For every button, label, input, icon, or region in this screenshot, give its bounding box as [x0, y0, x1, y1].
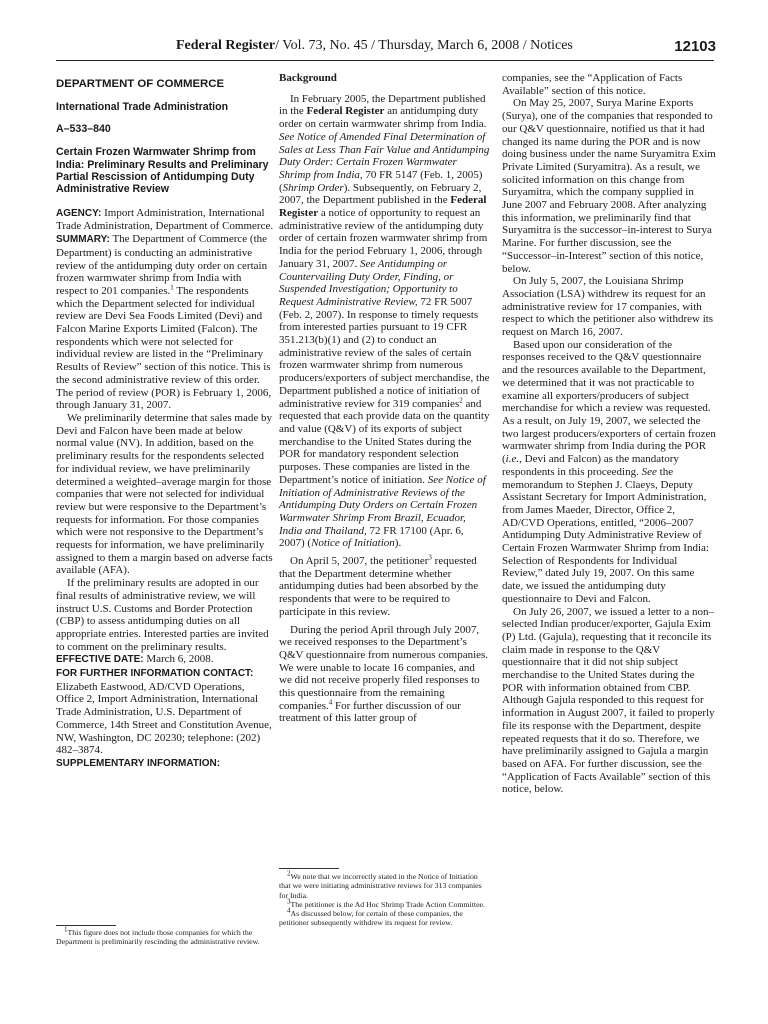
footnote-ref-2: 2	[459, 395, 463, 404]
footnote-2	[279, 869, 490, 900]
effective-label: EFFECTIVE DATE:	[56, 654, 144, 666]
footnote-3	[279, 897, 490, 909]
text-run: 70 FR 5147 (Feb. 1, 2005) (	[279, 168, 483, 194]
background-paragraph-1	[279, 93, 490, 550]
text-run: an antidumping duty order on certain warmwater shrimp from India.	[279, 105, 487, 131]
text-run: Based upon our consideration of the responses received to the Q&V questionnaire and the resources available to the Department, we determined that it was not practicable to examine all exporters/producers of subject merchandise for which a review was requested. As a result, on July 19, 2007, we selected the two largest producers/exporters of certain frozen warmwater shrimp from India during the POR (	[502, 338, 716, 466]
footnote-4	[279, 906, 490, 928]
agency-name: International Trade Administration	[56, 100, 229, 113]
text-run: , Devi and Falcon) as the mandatory respondents in this proceeding.	[502, 453, 679, 478]
col3-paragraph-4	[502, 339, 716, 606]
supplementary-label: SUPPLEMENTARY INFORMATION:	[56, 757, 221, 769]
citation-title: See Antidumping or Countervailing Duty Order, Finding, or Suspended Investigation; Opportunity to Request Administrative Review,	[279, 257, 458, 308]
text-run: ).	[394, 537, 402, 550]
contact-paragraph	[56, 667, 274, 757]
footnote-ref-1: 1	[170, 283, 174, 292]
contact-label: FOR FURTHER INFORMATION CONTACT:	[56, 668, 254, 680]
footnote-3-number: 3	[287, 897, 291, 906]
footnote-4-text: As discussed below, for certain of these companies, the petitioner subsequently withdrew its request for review.	[279, 909, 463, 928]
text-run: the memorandum to Stephen J. Claeys, Deputy Assistant Secretary for Import Administration, from James Maeder, Director, Office 2, AD/CVD Operations, entitled, “2006–2007 Antidumping Duty Administrative Review of Certain Frozen Warmwater Shrimp from India: Selection of Respondents for Individual Review,” dated July 19, 2007. On this same date, we issued the antidumping duty questionnaire to Devi and Falcon.	[502, 465, 709, 605]
column-3	[502, 72, 716, 796]
final-results-paragraph: If the preliminary results are adopted in our final results of administrative review, we will instruct U.S. Customs and Border Protection (CBP) to assess antidumping duties on all appropriate entries. Interested parties are invited to comment on the preliminary results.	[56, 577, 269, 653]
header-citation	[176, 38, 573, 54]
col3-paragraph-1: companies, see the “Application of Facts Available” section of this notice.	[502, 72, 683, 97]
footnotes-col1	[56, 925, 274, 947]
footnote-3-text: The petitioner is the Ad Hoc Shrimp Trade Action Committee.	[290, 899, 485, 909]
citation-short: Shrimp Order	[282, 181, 344, 194]
col3-paragraph-3: On July 5, 2007, the Louisiana Shrimp Association (LSA) withdrew its request for an administrative review for 17 companies, with respect to which the petitioner also withdrew its request on March 16, 2007.	[502, 275, 714, 339]
col3-paragraph-5: On July 26, 2007, we issued a letter to a non–selected Indian producer/exporter, Gajula Exim (P) Ltd. (Gajula), requesting that it reconcile its claim made in response to the Q&V questionnaire that it did not ship subject merchandise to the United States during the POR with information obtained from CBP. Although Gajula responded to this request for information in August 2007, it failed to properly file its response with the Department, despite repeated requests that it do so. Therefore, we have preliminarily assigned to Gajula a margin based on AFA. For further discussion, see the “Application of Facts Available” section of this notice, below.	[502, 605, 715, 796]
text-run: ). Subsequently, on February 2, 2007, the Department published in the	[279, 181, 482, 207]
summary-text-a: The Department of Commerce (the Department) is conducting an administrative review of the antidumping duty order on certain frozen warmwater shrimp from India with respect to 201 companies.	[56, 233, 268, 297]
text-run: During the period April through July 2007, we received responses to the Department’s Q&V questionnaire from numerous companies. We were unable to locate 16 companies, and we did not receive properly filed responses to this questionnaire from the remaining companies.	[279, 623, 489, 712]
latin-abbrev: i.e.	[505, 453, 520, 466]
citation-title: See Notice of Amended Final Determination of Sales at Less Than Fair Value and Antidumping Duty Order: Certain Frozen Warmwater Shrimp from India,	[279, 130, 490, 181]
page-number: 12103	[674, 38, 716, 55]
background-heading: Background	[279, 72, 337, 84]
text-run: requested that the Department determine whether antidumping duties had been absorbed by the respondents that were to be required to participate in this review.	[279, 555, 479, 618]
footnote-1-number: 1	[64, 925, 68, 934]
contact-text: Elizabeth Eastwood, AD/CVD Operations, Office 2, Import Administration, International Trade Administration, U.S. Department of Commerce, 14th Street and Constitution Avenue, NW, Washington, DC 20230; telephone: (202) 482–3874.	[56, 680, 272, 757]
col3-paragraph-2: On May 25, 2007, Surya Marine Exports (Surya), one of the companies that responded to our Q&V questionnaire, notified us that it had changed its name during the POR and is now doing business under the name Suryamitra Exim Private Limited (Suryamitra). As a result, we solicited information on this change from Suryamitra, which the company supplied in June 2007 and February 2008. After analyzing this information, we preliminarily find that Suryamitra is the successor–in-interest to Surya Marine. For further discussion, see the “Successor–in-Interest” section of this notice, below.	[502, 97, 716, 275]
page-header	[56, 38, 716, 60]
background-paragraph-3	[279, 624, 490, 726]
column-2	[279, 72, 490, 725]
footnote-ref-3: 3	[428, 553, 432, 562]
text-run: and requested that each provide data on the quantity and value (Q&V) of its exports of subject merchandise to the United States during the POR for mandatory respondent selection purposes. These companies are listed in the Department’s notice of initiation.	[279, 397, 490, 486]
effective-text: March 6, 2008.	[146, 653, 214, 666]
text-run: 72 FR 17100 (Apr. 6, 2007) (	[279, 524, 464, 550]
footnote-ref-4: 4	[328, 698, 333, 707]
case-number: A–533–840	[56, 123, 111, 136]
background-paragraph-2	[279, 555, 490, 619]
header-publication: Federal Register	[176, 38, 276, 53]
agency-label: AGENCY:	[56, 207, 102, 219]
footnote-2-number: 2	[287, 869, 291, 878]
agency-paragraph	[56, 207, 274, 233]
notice-title: Certain Frozen Warmwater Shrimp from India: Preliminary Results and Preliminary Partial Rescission of Antidumping Duty Administrative Review	[56, 146, 269, 196]
federal-register-ref: Federal Register	[279, 194, 487, 220]
footnotes-col2	[279, 869, 490, 928]
agency-text: Import Administration, International Trade Administration, Department of Commerce.	[56, 206, 274, 233]
footnote-2-text: We note that we incorrectly stated in the Notice of Initiation that we were initiating administrative reviews for 313 companies for India.	[279, 872, 482, 900]
federal-register-ref: Federal Register	[306, 105, 385, 118]
text-run: 72 FR 5007 (Feb. 2, 2007). In response to timely requests from interested parties pursuant to 19 CFR 351.213(b)(1) and (2) to conduct an administrative review of the sales of certain frozen warmwater shrimp from numerous producers/exporters of subject merchandise, the Department published a notice of initiation of administrative review for 319 companies	[279, 295, 490, 410]
footnote-1-text: This figure does not include those companies for which the Department is preliminarily rescinding the administrative review.	[56, 928, 260, 947]
text-run: For further discussion of our treatment of this latter group of	[279, 699, 461, 725]
prelim-paragraph: We preliminarily determine that sales made by Devi and Falcon have been made at below normal value (NV). In addition, based on the preliminary results for the respondents selected for individual review, we have preliminarily determined a weighted–average margin for those companies that were not selected for individual review but were responsive to the Department’s requests for information. For those companies which were not responsive to the Department’s requests for information, we have preliminarily assigned to them a margin based on adverse facts available (AFA).	[56, 411, 273, 577]
footnote-1	[56, 925, 274, 947]
summary-label: SUMMARY:	[56, 234, 110, 246]
header-issue: / Vol. 73, No. 45 / Thursday, March 6, 2008 / Notices	[275, 38, 573, 53]
text-run: On April 5, 2007, the petitioner	[290, 555, 429, 568]
effective-date	[56, 653, 274, 667]
header-rule	[56, 60, 714, 61]
summary-paragraph	[56, 233, 274, 412]
column-1	[56, 72, 274, 771]
summary-text-b: The respondents which the Department selected for individual review are Devi Sea Foods Limited (Devi) and Falcon Marine Exports Limited (Falcon). The respondents which were not selected for individual review are listed in the “Preliminary Results of Review” section of this notice. This is the second administrative review of this order. The period of review (POR) is February 1, 2006, through January 31, 2007.	[56, 284, 272, 412]
department-heading: DEPARTMENT OF COMMERCE	[56, 78, 225, 90]
text-run: In February 2005, the Department published in the	[279, 92, 486, 118]
see-signal: See	[641, 465, 657, 478]
text-run: a notice of opportunity to request an administrative review of the antidumping duty order of certain frozen warmwater shrimp from India for the period February 1, 2006, through January 31, 2007.	[279, 207, 488, 270]
citation-short: Notice of Initiation	[311, 537, 395, 550]
footnote-4-number: 4	[287, 906, 291, 915]
supplementary-heading	[56, 757, 274, 771]
citation-title: See Notice of Initiation of Administrative Reviews of the Antidumping Duty Orders on Certain Frozen Warmwater Shrimp From Brazil, Ecuador, India and Thailand,	[279, 473, 486, 537]
